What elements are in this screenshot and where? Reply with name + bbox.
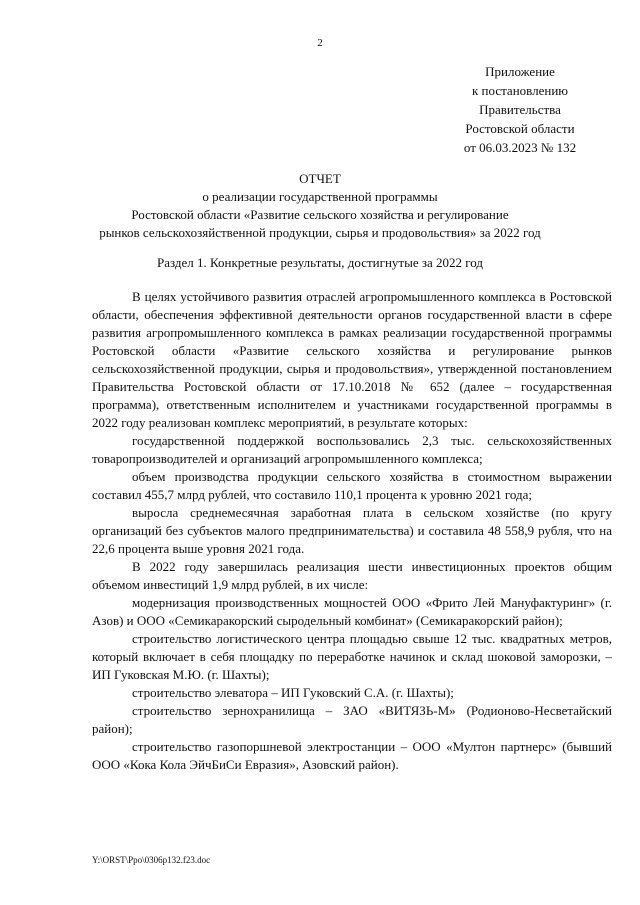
paragraph: В целях устойчивого развития отраслей агропромышленного комплекса в Ростовской области, обеспечения эффективной деятельности органов государственной власти в сфере развития агропромышленного комплекса в рамках реализации государственной программы Ростовской области «Развитие сельского хозяйства и регулирование рынков сельскохозяйственной продукции, сырья и продовольствия», утвержденной постановлением Правительства Ростовской области от 17.10.2018 № 652 (далее – государственная программа), ответственным исполнителем и участниками государственной программы в 2022 году реализован комплекс мероприятий, в результате которых: <box>92 289 612 430</box>
appendix-line: от 06.03.2023 № 132 <box>463 140 577 155</box>
appendix-line: Ростовской области <box>465 121 575 136</box>
paragraph: объем производства продукции сельского хозяйства в стоимостном выражении составил 455,7 млрд рублей, что составило 110,1 процента к уровню 2021 года; <box>92 469 612 502</box>
appendix-line: Приложение <box>485 64 555 79</box>
appendix-line: к постановлению <box>471 83 569 98</box>
file-path-footer: Y:\ORST\Ppo\0306p132.f23.doc <box>92 855 211 865</box>
paragraph: государственной поддержкой воспользовались 2,3 тыс. сельскохозяйственных товаропроизводителей и организаций агропромышленного комплекса; <box>92 433 612 466</box>
section-heading: Раздел 1. Конкретные результаты, достигнутые за 2022 год <box>156 255 484 270</box>
report-body <box>92 288 612 774</box>
paragraph: выросла среднемесячная заработная плата в сельском хозяйстве (по кругу организаций без субъектов малого предпринимательства) и составила 48 558,9 рубля, что на 22,6 процента выше уровня 2021 года. <box>92 505 612 556</box>
paragraph: строительство логистического центра площадью свыше 12 тыс. квадратных метров, который включает в себя площадку по переработке начинок и склад шоковой заморозки, – ИП Гуковская М.Ю. (г. Шахты); <box>92 631 612 682</box>
report-title <box>80 170 560 242</box>
appendix-header <box>420 62 620 157</box>
paragraph: В 2022 году завершилась реализация шести инвестиционных проектов общим объемом инвестиций 1,9 млрд рублей, в их числе: <box>92 559 612 592</box>
paragraph: модернизация производственных мощностей ООО «Фрито Лей Мануфактуринг» (г. Азов) и ООО «Семикаракорский сыродельный комбинат» (Семикаракорский район); <box>92 595 612 628</box>
page-number: 2 <box>317 37 323 49</box>
appendix-line: Правительства <box>479 102 561 117</box>
paragraph: строительство зернохранилища – ЗАО «ВИТЯЗЬ-М» (Родионово-Несветайский район); <box>92 703 612 736</box>
report-subtitle-line: рынков сельскохозяйственной продукции, сырья и продовольствия» за 2022 год <box>99 225 541 240</box>
paragraph: строительство газопоршневой электростанции – ООО «Мултон партнерс» (бывший ООО «Кока Кола ЭйчБиСи Евразия», Азовский район). <box>92 739 612 772</box>
report-subtitle-line: Ростовской области «Развитие сельского хозяйства и регулирование <box>131 207 509 222</box>
paragraph: строительство элеватора – ИП Гуковский С.А. (г. Шахты); <box>132 685 454 700</box>
report-subtitle-line: о реализации государственной программы <box>202 189 438 204</box>
report-heading: ОТЧЕТ <box>299 171 341 186</box>
